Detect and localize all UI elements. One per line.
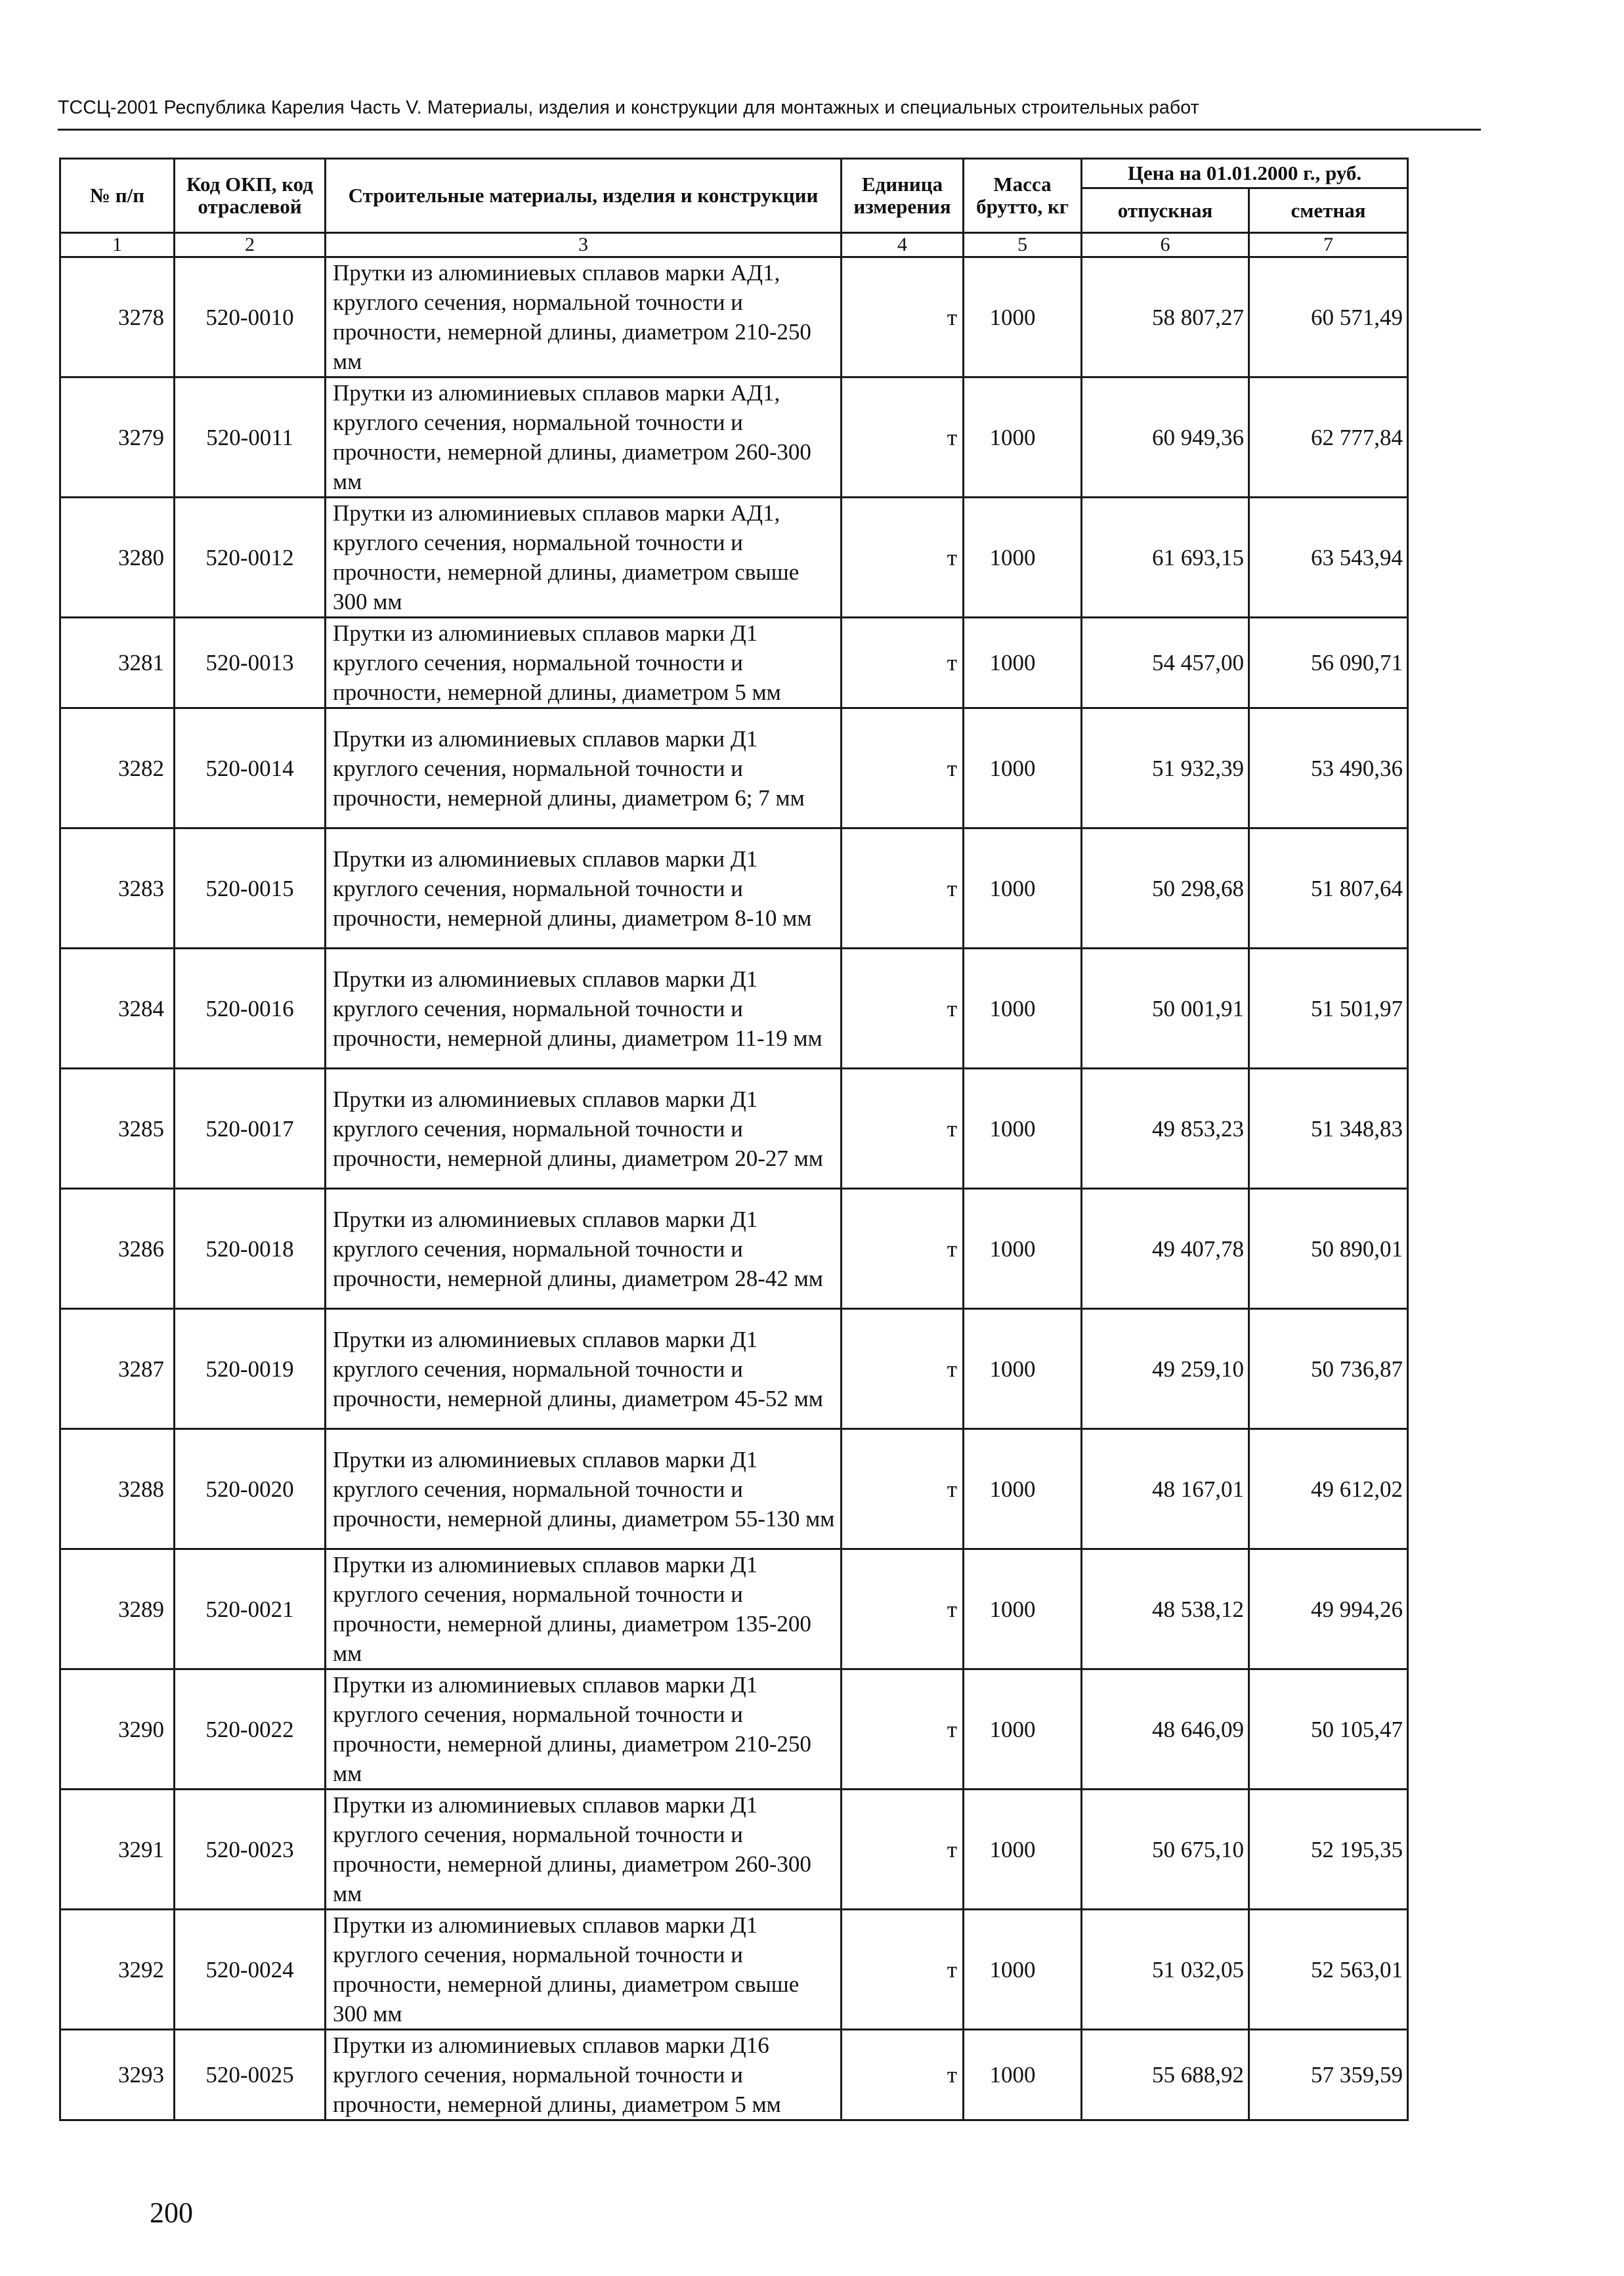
row-description: Прутки из алюминиевых сплавов марки Д1 круглого сечения, нормальной точности и прочности, немерной длины, диаметром 20-27 мм	[326, 1069, 842, 1189]
row-num: 3283	[60, 828, 175, 949]
row-price-estimate: 57 359,59	[1249, 2030, 1408, 2120]
row-unit: т	[842, 1669, 964, 1790]
row-num: 3281	[60, 618, 175, 708]
row-mass: 1000	[964, 708, 1082, 828]
row-price-release: 48 646,09	[1082, 1669, 1249, 1790]
row-code: 520-0012	[175, 498, 326, 618]
row-mass: 1000	[964, 1790, 1082, 1910]
row-price-release: 48 167,01	[1082, 1429, 1249, 1549]
row-code: 520-0015	[175, 828, 326, 949]
row-description: Прутки из алюминиевых сплавов марки Д1 круглого сечения, нормальной точности и прочности, немерной длины, диаметром 28-42 мм	[326, 1189, 842, 1309]
table-row	[60, 949, 1408, 1069]
row-mass: 1000	[964, 2030, 1082, 2120]
table-row	[60, 1549, 1408, 1669]
row-price-release: 50 001,91	[1082, 949, 1249, 1069]
row-price-estimate: 50 736,87	[1249, 1309, 1408, 1429]
row-unit: т	[842, 1429, 964, 1549]
row-code: 520-0013	[175, 618, 326, 708]
row-mass: 1000	[964, 257, 1082, 377]
table-row	[60, 257, 1408, 377]
row-code: 520-0025	[175, 2030, 326, 2120]
header-divider	[58, 129, 1481, 131]
row-description: Прутки из алюминиевых сплавов марки Д1 круглого сечения, нормальной точности и прочности, немерной длины, диаметром 55-130 мм	[326, 1429, 842, 1549]
row-unit: т	[842, 828, 964, 949]
table-row	[60, 1669, 1408, 1790]
row-mass: 1000	[964, 828, 1082, 949]
row-unit: т	[842, 1309, 964, 1429]
row-price-estimate: 63 543,94	[1249, 498, 1408, 618]
table-row	[60, 708, 1408, 828]
col-header-num: № п/п	[60, 159, 175, 233]
row-unit: т	[842, 618, 964, 708]
row-unit: т	[842, 1069, 964, 1189]
row-price-release: 49 259,10	[1082, 1309, 1249, 1429]
row-code: 520-0011	[175, 377, 326, 498]
row-num: 3291	[60, 1790, 175, 1910]
column-number-row	[60, 233, 1408, 257]
row-price-release: 49 853,23	[1082, 1069, 1249, 1189]
column-number: 5	[964, 233, 1082, 257]
column-number: 2	[175, 233, 326, 257]
row-mass: 1000	[964, 1309, 1082, 1429]
row-num: 3280	[60, 498, 175, 618]
row-description: Прутки из алюминиевых сплавов марки АД1, круглого сечения, нормальной точности и прочности, немерной длины, диаметром свыше 300 мм	[326, 498, 842, 618]
row-price-release: 50 298,68	[1082, 828, 1249, 949]
row-code: 520-0022	[175, 1669, 326, 1790]
row-price-release: 50 675,10	[1082, 1790, 1249, 1910]
row-code: 520-0020	[175, 1429, 326, 1549]
row-description: Прутки из алюминиевых сплавов марки Д16 круглого сечения, нормальной точности и прочности, немерной длины, диаметром 5 мм	[326, 2030, 842, 2120]
row-description: Прутки из алюминиевых сплавов марки АД1, круглого сечения, нормальной точности и прочности, немерной длины, диаметром 260-300 мм	[326, 377, 842, 498]
row-num: 3293	[60, 2030, 175, 2120]
row-description: Прутки из алюминиевых сплавов марки Д1 круглого сечения, нормальной точности и прочности, немерной длины, диаметром 45-52 мм	[326, 1309, 842, 1429]
row-code: 520-0019	[175, 1309, 326, 1429]
page-header: ТССЦ-2001 Республика Карелия Часть V. Материалы, изделия и конструкции для монтажных и специальных строительных работ	[58, 97, 1199, 118]
row-price-estimate: 53 490,36	[1249, 708, 1408, 828]
col-header-price-release: отпускная	[1082, 188, 1249, 233]
row-price-estimate: 50 105,47	[1249, 1669, 1408, 1790]
table-row	[60, 618, 1408, 708]
row-num: 3288	[60, 1429, 175, 1549]
row-num: 3282	[60, 708, 175, 828]
row-mass: 1000	[964, 1069, 1082, 1189]
row-price-release: 49 407,78	[1082, 1189, 1249, 1309]
row-price-release: 58 807,27	[1082, 257, 1249, 377]
row-code: 520-0023	[175, 1790, 326, 1910]
row-unit: т	[842, 708, 964, 828]
row-price-release: 51 032,05	[1082, 1910, 1249, 2030]
row-price-estimate: 50 890,01	[1249, 1189, 1408, 1309]
row-price-estimate: 51 807,64	[1249, 828, 1408, 949]
row-mass: 1000	[964, 377, 1082, 498]
row-description: Прутки из алюминиевых сплавов марки Д1 круглого сечения, нормальной точности и прочности, немерной длины, диаметром 260-300 мм	[326, 1790, 842, 1910]
col-header-mass: Масса брутто, кг	[964, 159, 1082, 233]
price-table	[59, 158, 1409, 2121]
row-unit: т	[842, 1189, 964, 1309]
table-row	[60, 1429, 1408, 1549]
row-unit: т	[842, 257, 964, 377]
row-code: 520-0018	[175, 1189, 326, 1309]
row-price-estimate: 62 777,84	[1249, 377, 1408, 498]
row-price-estimate: 52 195,35	[1249, 1790, 1408, 1910]
table-row	[60, 377, 1408, 498]
row-code: 520-0016	[175, 949, 326, 1069]
row-num: 3279	[60, 377, 175, 498]
row-unit: т	[842, 949, 964, 1069]
row-unit: т	[842, 498, 964, 618]
row-price-estimate: 56 090,71	[1249, 618, 1408, 708]
row-mass: 1000	[964, 618, 1082, 708]
col-header-unit: Единица измерения	[842, 159, 964, 233]
row-price-estimate: 51 501,97	[1249, 949, 1408, 1069]
row-mass: 1000	[964, 498, 1082, 618]
row-price-release: 54 457,00	[1082, 618, 1249, 708]
row-price-estimate: 49 994,26	[1249, 1549, 1408, 1669]
row-code: 520-0014	[175, 708, 326, 828]
column-number: 1	[60, 233, 175, 257]
table-row	[60, 828, 1408, 949]
row-price-release: 51 932,39	[1082, 708, 1249, 828]
row-unit: т	[842, 2030, 964, 2120]
row-description: Прутки из алюминиевых сплавов марки Д1 круглого сечения, нормальной точности и прочности, немерной длины, диаметром 210-250 мм	[326, 1669, 842, 1790]
row-description: Прутки из алюминиевых сплавов марки АД1, круглого сечения, нормальной точности и прочности, немерной длины, диаметром 210-250 мм	[326, 257, 842, 377]
row-price-release: 60 949,36	[1082, 377, 1249, 498]
row-price-release: 48 538,12	[1082, 1549, 1249, 1669]
table-row	[60, 2030, 1408, 2120]
row-description: Прутки из алюминиевых сплавов марки Д1 круглого сечения, нормальной точности и прочности, немерной длины, диаметром 5 мм	[326, 618, 842, 708]
col-header-materials: Строительные материалы, изделия и конструкции	[326, 159, 842, 233]
table-row	[60, 1189, 1408, 1309]
col-header-price-estimate: сметная	[1249, 188, 1408, 233]
row-num: 3278	[60, 257, 175, 377]
row-price-release: 55 688,92	[1082, 2030, 1249, 2120]
table-row	[60, 1910, 1408, 2030]
row-unit: т	[842, 1549, 964, 1669]
row-unit: т	[842, 1790, 964, 1910]
row-mass: 1000	[964, 949, 1082, 1069]
table-row	[60, 498, 1408, 618]
row-num: 3292	[60, 1910, 175, 2030]
column-number: 7	[1249, 233, 1408, 257]
table-row	[60, 1790, 1408, 1910]
row-code: 520-0010	[175, 257, 326, 377]
row-num: 3285	[60, 1069, 175, 1189]
column-number: 6	[1082, 233, 1249, 257]
row-code: 520-0024	[175, 1910, 326, 2030]
col-header-okp: Код ОКП, код отраслевой	[175, 159, 326, 233]
page-number: 200	[150, 2197, 193, 2229]
row-code: 520-0021	[175, 1549, 326, 1669]
row-price-estimate: 49 612,02	[1249, 1429, 1408, 1549]
row-description: Прутки из алюминиевых сплавов марки Д1 круглого сечения, нормальной точности и прочности, немерной длины, диаметром 6; 7 мм	[326, 708, 842, 828]
row-price-release: 61 693,15	[1082, 498, 1249, 618]
row-num: 3286	[60, 1189, 175, 1309]
column-number: 4	[842, 233, 964, 257]
row-unit: т	[842, 1910, 964, 2030]
row-unit: т	[842, 377, 964, 498]
table-row	[60, 1309, 1408, 1429]
row-price-estimate: 60 571,49	[1249, 257, 1408, 377]
row-mass: 1000	[964, 1429, 1082, 1549]
row-mass: 1000	[964, 1549, 1082, 1669]
row-mass: 1000	[964, 1669, 1082, 1790]
row-description: Прутки из алюминиевых сплавов марки Д1 круглого сечения, нормальной точности и прочности, немерной длины, диаметром 11-19 мм	[326, 949, 842, 1069]
row-description: Прутки из алюминиевых сплавов марки Д1 круглого сечения, нормальной точности и прочности, немерной длины, диаметром 135-200 мм	[326, 1549, 842, 1669]
row-num: 3290	[60, 1669, 175, 1790]
row-num: 3284	[60, 949, 175, 1069]
col-header-price-group: Цена на 01.01.2000 г., руб.	[1082, 159, 1408, 188]
row-mass: 1000	[964, 1910, 1082, 2030]
table-row	[60, 1069, 1408, 1189]
row-code: 520-0017	[175, 1069, 326, 1189]
row-description: Прутки из алюминиевых сплавов марки Д1 круглого сечения, нормальной точности и прочности, немерной длины, диаметром свыше 300 мм	[326, 1910, 842, 2030]
row-price-estimate: 52 563,01	[1249, 1910, 1408, 2030]
row-mass: 1000	[964, 1189, 1082, 1309]
row-num: 3289	[60, 1549, 175, 1669]
column-number: 3	[326, 233, 842, 257]
row-price-estimate: 51 348,83	[1249, 1069, 1408, 1189]
row-description: Прутки из алюминиевых сплавов марки Д1 круглого сечения, нормальной точности и прочности, немерной длины, диаметром 8-10 мм	[326, 828, 842, 949]
row-num: 3287	[60, 1309, 175, 1429]
